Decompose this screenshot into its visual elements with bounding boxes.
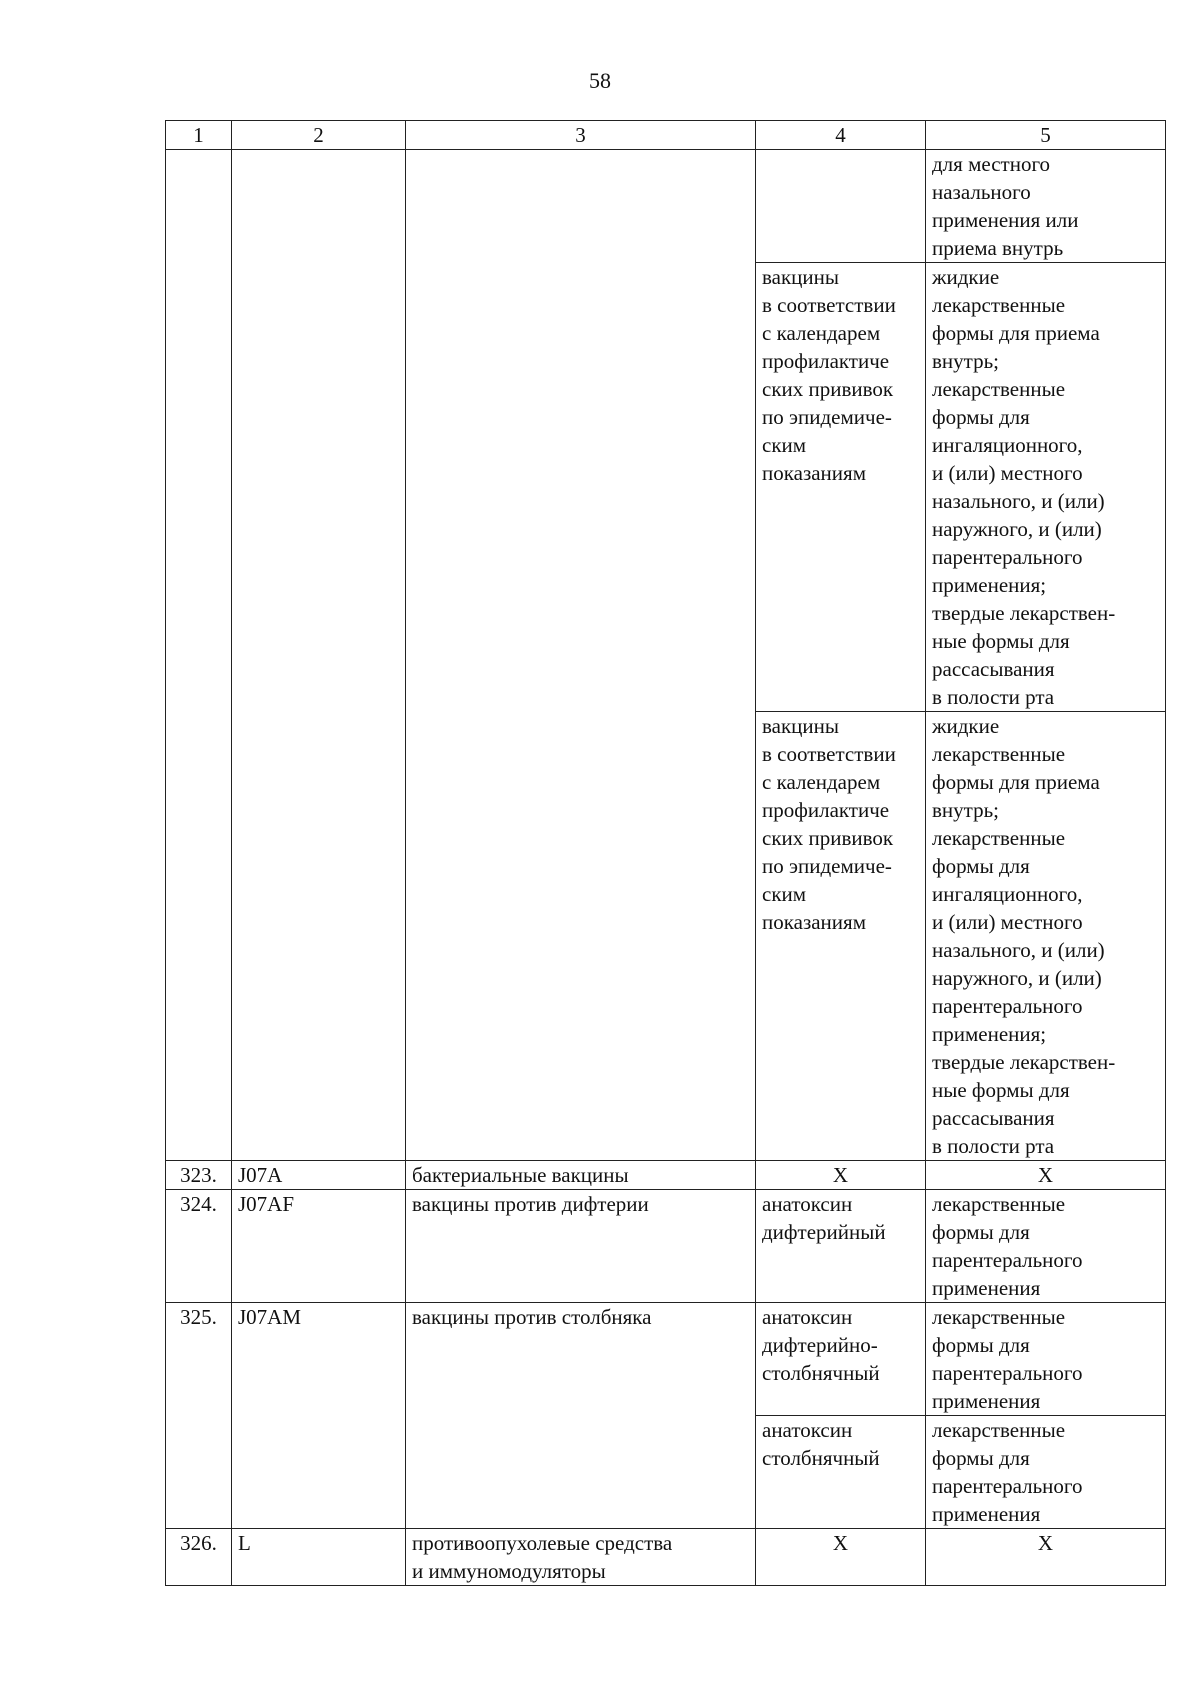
text-line: вакцины xyxy=(762,265,839,289)
text-line: жидкие xyxy=(932,714,1000,738)
text-line: наружного, и (или) xyxy=(932,966,1102,990)
text-line: наружного, и (или) xyxy=(932,517,1102,541)
text-line: формы для приема xyxy=(932,321,1100,345)
text-line: лекарственные xyxy=(932,1305,1066,1329)
anatomical-group: вакцины против столбняка xyxy=(406,1303,756,1529)
text-line: показаниям xyxy=(762,461,866,485)
text-line: ингаляционного, xyxy=(932,433,1083,457)
text-line: ским xyxy=(762,882,807,906)
text-line: применения xyxy=(932,1389,1041,1413)
empty-group-cell xyxy=(406,150,756,1161)
text-line: формы для xyxy=(932,1333,1030,1357)
dosage-form-cell xyxy=(926,712,1166,1161)
text-line: жидкие xyxy=(932,265,1000,289)
table-header-row xyxy=(166,121,1166,150)
text-line: парентерального xyxy=(932,994,1083,1018)
table-row xyxy=(166,150,1166,263)
drug-name-cell xyxy=(756,712,926,1161)
text-line: столбнячный xyxy=(762,1446,880,1470)
text-line: и (или) местного xyxy=(932,461,1083,485)
text-line: ским xyxy=(762,433,807,457)
text-line: с календарем xyxy=(762,770,881,794)
text-line: анатоксин xyxy=(762,1192,853,1216)
text-line: в соответствии xyxy=(762,293,896,317)
text-line: формы для приема xyxy=(932,770,1100,794)
anatomical-group: бактериальные вакцины xyxy=(406,1161,756,1190)
drug-list-table xyxy=(165,120,1166,1586)
text-line: и иммуномодуляторы xyxy=(412,1559,606,1583)
dosage-form-cell xyxy=(926,1416,1166,1529)
text-line: формы для xyxy=(932,1446,1030,1470)
drug-name-cell: Х xyxy=(756,1161,926,1190)
table-row-325 xyxy=(166,1303,1166,1416)
text-line: применения xyxy=(932,1502,1041,1526)
text-line: с календарем xyxy=(762,321,881,345)
drug-name-cell xyxy=(756,1416,926,1529)
text-line: применения; xyxy=(932,1022,1047,1046)
text-line: формы для xyxy=(932,1220,1030,1244)
text-line: профилактиче xyxy=(762,798,890,822)
dosage-form-cell: Х xyxy=(926,1161,1166,1190)
text-line: ингаляционного, xyxy=(932,882,1083,906)
text-line: профилактиче xyxy=(762,349,890,373)
atc-code: J07AF xyxy=(232,1190,406,1303)
dosage-form-cell xyxy=(926,150,1166,263)
text-line: приема внутрь xyxy=(932,236,1064,260)
empty-code-cell xyxy=(232,150,406,1161)
atc-code: J07A xyxy=(232,1161,406,1190)
column-header-2: 2 xyxy=(232,121,406,150)
text-line: лекарственные xyxy=(932,377,1066,401)
text-line: лекарственные xyxy=(932,742,1066,766)
row-number: 323. xyxy=(166,1161,232,1190)
text-line: лекарственные xyxy=(932,826,1066,850)
text-line: в полости рта xyxy=(932,685,1055,709)
text-line: вакцины xyxy=(762,714,839,738)
dosage-form-cell: Х xyxy=(926,1529,1166,1586)
table-row-323 xyxy=(166,1161,1166,1190)
column-header-4: 4 xyxy=(756,121,926,150)
text-line: рассасывания xyxy=(932,657,1055,681)
text-line: лекарственные xyxy=(932,1418,1066,1442)
text-line: дифтерийный xyxy=(762,1220,886,1244)
text-line: анатоксин xyxy=(762,1418,853,1442)
text-line: для местного xyxy=(932,152,1051,176)
table-row-324 xyxy=(166,1190,1166,1303)
text-line: формы для xyxy=(932,854,1030,878)
empty-num-cell xyxy=(166,150,232,1161)
text-line: парентерального xyxy=(932,1474,1083,1498)
atc-code: L xyxy=(232,1529,406,1586)
anatomical-group: вакцины против дифтерии xyxy=(406,1190,756,1303)
text-line: парентерального xyxy=(932,1361,1083,1385)
anatomical-group xyxy=(406,1529,756,1586)
text-line: твердые лекарствен- xyxy=(932,601,1116,625)
text-line: применения xyxy=(932,1276,1041,1300)
text-line: дифтерийно- xyxy=(762,1333,878,1357)
text-line: формы для xyxy=(932,405,1030,429)
column-header-3: 3 xyxy=(406,121,756,150)
row-number: 326. xyxy=(166,1529,232,1586)
text-line: в полости рта xyxy=(932,1134,1055,1158)
text-line: применения или xyxy=(932,208,1079,232)
text-line: парентерального xyxy=(932,545,1083,569)
column-header-1: 1 xyxy=(166,121,232,150)
text-line: ских прививок xyxy=(762,826,894,850)
text-line: в соответствии xyxy=(762,742,896,766)
text-line: внутрь; xyxy=(932,349,999,373)
table-row-326 xyxy=(166,1529,1166,1586)
text-line: назального, и (или) xyxy=(932,938,1105,962)
text-line: лекарственные xyxy=(932,293,1066,317)
text-line: рассасывания xyxy=(932,1106,1055,1130)
drug-name-cell xyxy=(756,1190,926,1303)
text-line: ные формы для xyxy=(932,629,1070,653)
text-line: противоопухолевые средства xyxy=(412,1531,673,1555)
text-line: по эпидемиче- xyxy=(762,854,892,878)
dosage-form-cell xyxy=(926,1303,1166,1416)
column-header-5: 5 xyxy=(926,121,1166,150)
text-line: ских прививок xyxy=(762,377,894,401)
text-line: показаниям xyxy=(762,910,866,934)
drug-name-cell: Х xyxy=(756,1529,926,1586)
empty-drug-cell xyxy=(756,150,926,263)
text-line: столбнячный xyxy=(762,1361,880,1385)
text-line: парентерального xyxy=(932,1248,1083,1272)
drug-name-cell xyxy=(756,263,926,712)
text-line: твердые лекарствен- xyxy=(932,1050,1116,1074)
text-line: и (или) местного xyxy=(932,910,1083,934)
text-line: лекарственные xyxy=(932,1192,1066,1216)
dosage-form-cell xyxy=(926,263,1166,712)
page-number: 58 xyxy=(589,68,611,93)
atc-code: J07AM xyxy=(232,1303,406,1529)
text-line: внутрь; xyxy=(932,798,999,822)
text-line: применения; xyxy=(932,573,1047,597)
row-number: 324. xyxy=(166,1190,232,1303)
row-number: 325. xyxy=(166,1303,232,1529)
text-line: назального xyxy=(932,180,1031,204)
text-line: назального, и (или) xyxy=(932,489,1105,513)
text-line: ные формы для xyxy=(932,1078,1070,1102)
text-line: анатоксин xyxy=(762,1305,853,1329)
text-line: по эпидемиче- xyxy=(762,405,892,429)
dosage-form-cell xyxy=(926,1190,1166,1303)
drug-name-cell xyxy=(756,1303,926,1416)
